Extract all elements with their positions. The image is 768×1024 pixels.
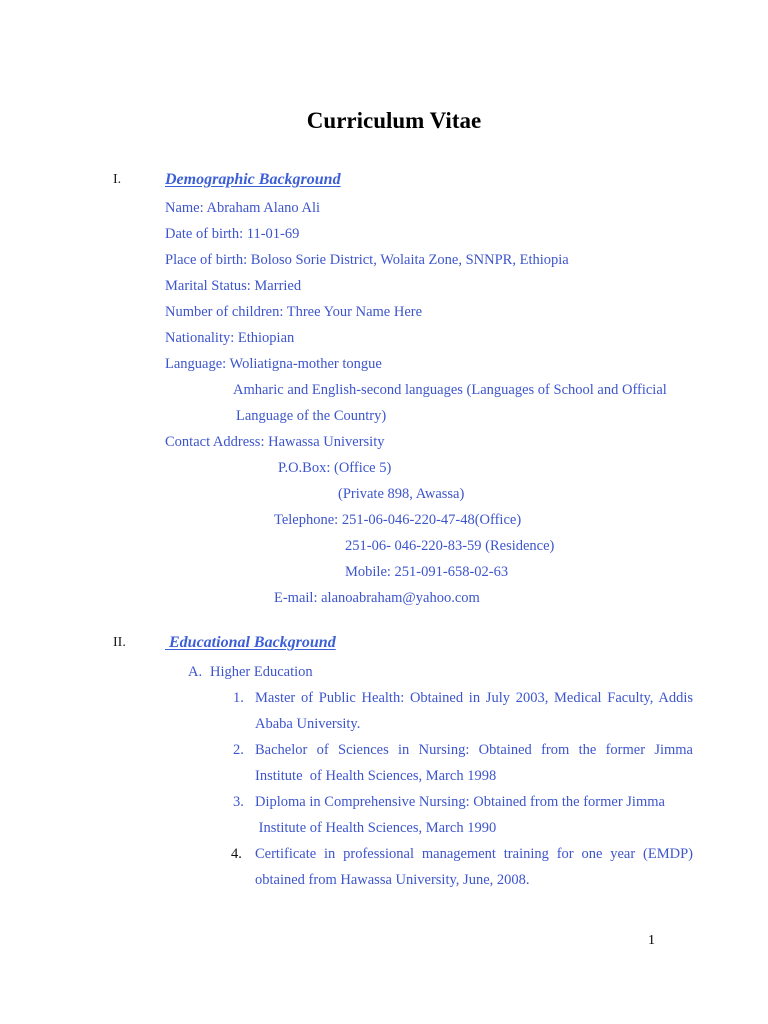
subsection-a-marker: A. xyxy=(188,664,203,680)
section-1-numeral: I. xyxy=(113,172,122,187)
name-line: Name: Abraham Alano Ali xyxy=(165,200,321,216)
edu-item-4-number: 4. xyxy=(231,846,242,862)
language-continued-line-2: Language of the Country) xyxy=(236,408,387,424)
section-2-heading: Educational Background xyxy=(165,634,336,651)
language-continued-line-1: Amharic and English-second languages (Languages of School and Official xyxy=(233,382,667,398)
pobox-private-line: (Private 898, Awassa) xyxy=(338,486,465,502)
subsection-a-label: Higher Education xyxy=(210,664,313,680)
pob-line: Place of birth: Boloso Sorie District, Wolaita Zone, SNNPR, Ethiopia xyxy=(165,252,569,268)
edu-item-3-number: 3. xyxy=(233,794,244,810)
dob-line: Date of birth: 11-01-69 xyxy=(165,226,300,242)
edu-item-3-line-1: Diploma in Comprehensive Nursing: Obtained from the former Jimma xyxy=(255,794,665,810)
edu-item-2-line-2: Institute of Health Sciences, March 1998 xyxy=(255,768,497,784)
document-title: Curriculum Vitae xyxy=(306,108,482,133)
section-1-heading: Demographic Background xyxy=(165,171,341,188)
email-line: E-mail: alanoabraham@yahoo.com xyxy=(274,590,480,606)
edu-item-1-number: 1. xyxy=(233,690,244,706)
edu-item-1-line-1: Master of Public Health: Obtained in July 2003, Medical Faculty, Addis xyxy=(255,690,693,706)
edu-item-2-line-1: Bachelor of Sciences in Nursing: Obtained from the former Jimma xyxy=(255,742,693,758)
contact-address-line: Contact Address: Hawassa University xyxy=(165,434,385,450)
telephone-residence-line: 251-06- 046-220-83-59 (Residence) xyxy=(345,538,555,554)
children-line: Number of children: Three Your Name Here xyxy=(165,304,423,320)
edu-item-4-line-2: obtained from Hawassa University, June, 2008. xyxy=(255,872,530,888)
edu-item-1-line-2: Ababa University. xyxy=(255,716,361,732)
edu-item-2-number: 2. xyxy=(233,742,244,758)
edu-item-4-line-1: Certificate in professional management training for one year (EMDP) xyxy=(255,846,693,862)
language-line: Language: Woliatigna-mother tongue xyxy=(165,356,382,372)
pobox-line: P.O.Box: (Office 5) xyxy=(278,460,392,476)
section-2-numeral: II. xyxy=(113,635,126,650)
nationality-line: Nationality: Ethiopian xyxy=(165,330,295,346)
edu-item-3-line-2: Institute of Health Sciences, March 1990 xyxy=(255,820,497,836)
telephone-office-line: Telephone: 251-06-046-220-47-48(Office) xyxy=(274,512,522,528)
marital-line: Marital Status: Married xyxy=(165,278,302,294)
mobile-line: Mobile: 251-091-658-02-63 xyxy=(345,564,509,580)
page-number: 1 xyxy=(648,933,655,948)
